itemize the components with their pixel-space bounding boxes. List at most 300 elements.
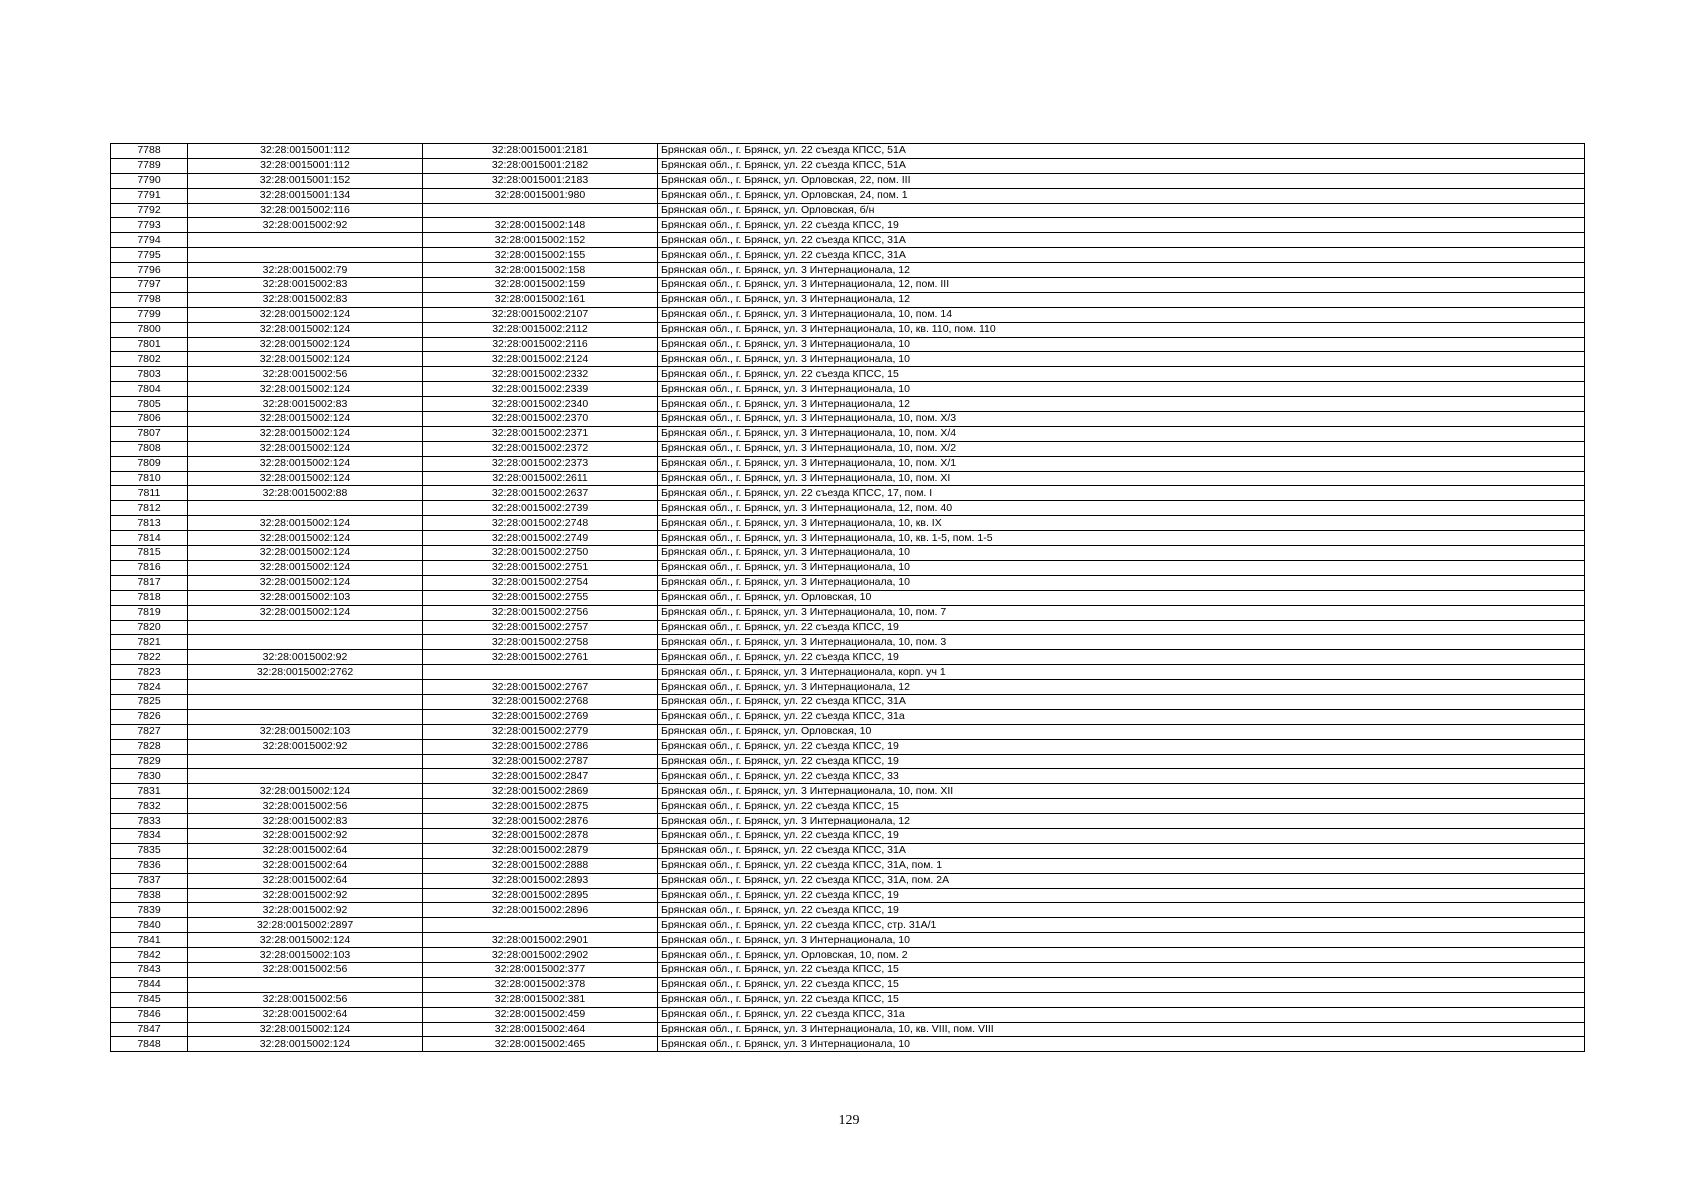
address-cell: Брянская обл., г. Брянск, ул. 3 Интернационала, 10, пом. Х/3 bbox=[658, 412, 1585, 427]
address-cell: Брянская обл., г. Брянск, ул. 22 съезда КПСС, 15 bbox=[658, 799, 1585, 814]
row-number-cell: 7826 bbox=[111, 709, 188, 724]
row-number-cell: 7789 bbox=[111, 158, 188, 173]
cadastral-number-cell: 32:28:0015002:2779 bbox=[423, 724, 658, 739]
address-cell: Брянская обл., г. Брянск, ул. 3 Интернационала, 10, пом. Х/2 bbox=[658, 441, 1585, 456]
row-number-cell: 7790 bbox=[111, 173, 188, 188]
table-row bbox=[111, 188, 1585, 203]
table-row bbox=[111, 486, 1585, 501]
row-number-cell: 7833 bbox=[111, 814, 188, 829]
row-number-cell: 7794 bbox=[111, 233, 188, 248]
parent-cadastral-number-cell: 32:28:0015002:92 bbox=[188, 650, 423, 665]
cadastral-number-cell: 32:28:0015002:2372 bbox=[423, 441, 658, 456]
parent-cadastral-number-cell bbox=[188, 248, 423, 263]
parent-cadastral-number-cell: 32:28:0015002:124 bbox=[188, 516, 423, 531]
row-number-cell: 7829 bbox=[111, 754, 188, 769]
table-row bbox=[111, 605, 1585, 620]
parent-cadastral-number-cell bbox=[188, 680, 423, 695]
parent-cadastral-number-cell: 32:28:0015002:124 bbox=[188, 307, 423, 322]
parent-cadastral-number-cell: 32:28:0015002:64 bbox=[188, 873, 423, 888]
row-number-cell: 7840 bbox=[111, 918, 188, 933]
address-cell: Брянская обл., г. Брянск, ул. 3 Интернационала, 12, пом. 40 bbox=[658, 501, 1585, 516]
cadastral-number-cell: 32:28:0015002:2787 bbox=[423, 754, 658, 769]
parent-cadastral-number-cell: 32:28:0015002:92 bbox=[188, 739, 423, 754]
row-number-cell: 7806 bbox=[111, 412, 188, 427]
row-number-cell: 7823 bbox=[111, 665, 188, 680]
table-row bbox=[111, 307, 1585, 322]
address-cell: Брянская обл., г. Брянск, ул. 3 Интернационала, 12 bbox=[658, 680, 1585, 695]
table-row bbox=[111, 888, 1585, 903]
cadastral-number-cell: 32:28:0015002:2373 bbox=[423, 456, 658, 471]
address-cell: Брянская обл., г. Брянск, ул. 22 съезда КПСС, 19 bbox=[658, 650, 1585, 665]
address-cell: Брянская обл., г. Брянск, ул. 3 Интернационала, корп. уч 1 bbox=[658, 665, 1585, 680]
row-number-cell: 7800 bbox=[111, 322, 188, 337]
row-number-cell: 7810 bbox=[111, 471, 188, 486]
parent-cadastral-number-cell: 32:28:0015002:124 bbox=[188, 531, 423, 546]
cadastral-number-cell: 32:28:0015002:2761 bbox=[423, 650, 658, 665]
cadastral-number-cell: 32:28:0015002:2869 bbox=[423, 784, 658, 799]
row-number-cell: 7803 bbox=[111, 367, 188, 382]
table-row bbox=[111, 531, 1585, 546]
table-row bbox=[111, 635, 1585, 650]
address-cell: Брянская обл., г. Брянск, ул. 22 съезда КПСС, 31А bbox=[658, 233, 1585, 248]
table-row bbox=[111, 769, 1585, 784]
parent-cadastral-number-cell: 32:28:0015002:124 bbox=[188, 412, 423, 427]
table-row bbox=[111, 948, 1585, 963]
cadastral-number-cell: 32:28:0015001:2183 bbox=[423, 173, 658, 188]
address-cell: Брянская обл., г. Брянск, ул. 22 съезда КПСС, 17, пом. I bbox=[658, 486, 1585, 501]
address-cell: Брянская обл., г. Брянск, ул. 3 Интернационала, 12 bbox=[658, 397, 1585, 412]
cadastral-number-cell: 32:28:0015002:2332 bbox=[423, 367, 658, 382]
address-cell: Брянская обл., г. Брянск, ул. 3 Интернационала, 10 bbox=[658, 933, 1585, 948]
row-number-cell: 7816 bbox=[111, 560, 188, 575]
parent-cadastral-number-cell bbox=[188, 977, 423, 992]
table-row bbox=[111, 680, 1585, 695]
parent-cadastral-number-cell: 32:28:0015001:134 bbox=[188, 188, 423, 203]
parent-cadastral-number-cell: 32:28:0015001:112 bbox=[188, 158, 423, 173]
parent-cadastral-number-cell bbox=[188, 769, 423, 784]
cadastral-number-cell: 32:28:0015002:2757 bbox=[423, 620, 658, 635]
address-cell: Брянская обл., г. Брянск, ул. 3 Интернационала, 10 bbox=[658, 382, 1585, 397]
address-cell: Брянская обл., г. Брянск, ул. 22 съезда КПСС, 51А bbox=[658, 144, 1585, 159]
row-number-cell: 7799 bbox=[111, 307, 188, 322]
address-cell: Брянская обл., г. Брянск, ул. 22 съезда КПСС, 19 bbox=[658, 620, 1585, 635]
table-row bbox=[111, 709, 1585, 724]
cadastral-number-cell: 32:28:0015002:2371 bbox=[423, 426, 658, 441]
table-row bbox=[111, 173, 1585, 188]
cadastral-table bbox=[110, 143, 1585, 1052]
address-cell: Брянская обл., г. Брянск, ул. 22 съезда КПСС, 31А bbox=[658, 248, 1585, 263]
cadastral-number-cell: 32:28:0015002:2107 bbox=[423, 307, 658, 322]
table-row bbox=[111, 903, 1585, 918]
cadastral-number-cell: 32:28:0015002:161 bbox=[423, 292, 658, 307]
address-cell: Брянская обл., г. Брянск, ул. 3 Интернационала, 10, пом. Х/4 bbox=[658, 426, 1585, 441]
table-row bbox=[111, 843, 1585, 858]
address-cell: Брянская обл., г. Брянск, ул. 3 Интернационала, 12 bbox=[658, 263, 1585, 278]
parent-cadastral-number-cell: 32:28:0015002:124 bbox=[188, 352, 423, 367]
row-number-cell: 7832 bbox=[111, 799, 188, 814]
table-row bbox=[111, 560, 1585, 575]
parent-cadastral-number-cell bbox=[188, 620, 423, 635]
table-row bbox=[111, 441, 1585, 456]
table-row bbox=[111, 471, 1585, 486]
row-number-cell: 7830 bbox=[111, 769, 188, 784]
table-row bbox=[111, 1007, 1585, 1022]
parent-cadastral-number-cell: 32:28:0015002:124 bbox=[188, 471, 423, 486]
row-number-cell: 7817 bbox=[111, 575, 188, 590]
table-row bbox=[111, 397, 1585, 412]
address-cell: Брянская обл., г. Брянск, ул. 3 Интернационала, 10, кв. 110, пом. 110 bbox=[658, 322, 1585, 337]
row-number-cell: 7846 bbox=[111, 1007, 188, 1022]
row-number-cell: 7801 bbox=[111, 337, 188, 352]
cadastral-number-cell: 32:28:0015002:152 bbox=[423, 233, 658, 248]
parent-cadastral-number-cell: 32:28:0015002:64 bbox=[188, 858, 423, 873]
parent-cadastral-number-cell bbox=[188, 709, 423, 724]
parent-cadastral-number-cell: 32:28:0015002:103 bbox=[188, 724, 423, 739]
cadastral-number-cell: 32:28:0015002:2786 bbox=[423, 739, 658, 754]
table-row bbox=[111, 992, 1585, 1007]
row-number-cell: 7813 bbox=[111, 516, 188, 531]
row-number-cell: 7812 bbox=[111, 501, 188, 516]
parent-cadastral-number-cell: 32:28:0015002:124 bbox=[188, 575, 423, 590]
table-row bbox=[111, 1037, 1585, 1052]
cadastral-number-cell: 32:28:0015002:2755 bbox=[423, 590, 658, 605]
table-row bbox=[111, 203, 1585, 218]
row-number-cell: 7797 bbox=[111, 278, 188, 293]
cadastral-number-cell: 32:28:0015002:2339 bbox=[423, 382, 658, 397]
address-cell: Брянская обл., г. Брянск, ул. 3 Интернационала, 10 bbox=[658, 560, 1585, 575]
row-number-cell: 7834 bbox=[111, 828, 188, 843]
table-row bbox=[111, 546, 1585, 561]
parent-cadastral-number-cell: 32:28:0015002:92 bbox=[188, 218, 423, 233]
row-number-cell: 7842 bbox=[111, 948, 188, 963]
row-number-cell: 7805 bbox=[111, 397, 188, 412]
table-row bbox=[111, 784, 1585, 799]
row-number-cell: 7802 bbox=[111, 352, 188, 367]
row-number-cell: 7828 bbox=[111, 739, 188, 754]
row-number-cell: 7815 bbox=[111, 546, 188, 561]
cadastral-number-cell: 32:28:0015002:381 bbox=[423, 992, 658, 1007]
row-number-cell: 7843 bbox=[111, 962, 188, 977]
cadastral-number-cell: 32:28:0015002:2751 bbox=[423, 560, 658, 575]
table-row bbox=[111, 977, 1585, 992]
parent-cadastral-number-cell: 32:28:0015002:83 bbox=[188, 814, 423, 829]
parent-cadastral-number-cell: 32:28:0015002:56 bbox=[188, 367, 423, 382]
address-cell: Брянская обл., г. Брянск, ул. 3 Интернационала, 10, пом. 14 bbox=[658, 307, 1585, 322]
row-number-cell: 7792 bbox=[111, 203, 188, 218]
address-cell: Брянская обл., г. Брянск, ул. 3 Интернационала, 10, пом. Х/1 bbox=[658, 456, 1585, 471]
parent-cadastral-number-cell: 32:28:0015002:103 bbox=[188, 590, 423, 605]
address-cell: Брянская обл., г. Брянск, ул. Орловская, 10 bbox=[658, 590, 1585, 605]
address-cell: Брянская обл., г. Брянск, ул. 3 Интернационала, 12 bbox=[658, 814, 1585, 829]
parent-cadastral-number-cell: 32:28:0015002:92 bbox=[188, 888, 423, 903]
table-row bbox=[111, 218, 1585, 233]
parent-cadastral-number-cell: 32:28:0015002:124 bbox=[188, 1022, 423, 1037]
cadastral-number-cell: 32:28:0015001:2182 bbox=[423, 158, 658, 173]
table-row bbox=[111, 278, 1585, 293]
table-body bbox=[111, 144, 1585, 1052]
address-cell: Брянская обл., г. Брянск, ул. 3 Интернационала, 10, кв. IX bbox=[658, 516, 1585, 531]
cadastral-number-cell: 32:28:0015002:2768 bbox=[423, 694, 658, 709]
cadastral-number-cell: 32:28:0015002:2124 bbox=[423, 352, 658, 367]
address-cell: Брянская обл., г. Брянск, ул. 22 съезда КПСС, 15 bbox=[658, 962, 1585, 977]
address-cell: Брянская обл., г. Брянск, ул. Орловская, б/н bbox=[658, 203, 1585, 218]
address-cell: Брянская обл., г. Брянск, ул. 3 Интернационала, 10, кв. 1-5, пом. 1-5 bbox=[658, 531, 1585, 546]
table-row bbox=[111, 412, 1585, 427]
row-number-cell: 7820 bbox=[111, 620, 188, 635]
table-row bbox=[111, 575, 1585, 590]
parent-cadastral-number-cell: 32:28:0015002:83 bbox=[188, 292, 423, 307]
cadastral-number-cell: 32:28:0015002:2878 bbox=[423, 828, 658, 843]
table-row bbox=[111, 858, 1585, 873]
parent-cadastral-number-cell: 32:28:0015002:124 bbox=[188, 426, 423, 441]
cadastral-number-cell: 32:28:0015002:377 bbox=[423, 962, 658, 977]
cadastral-number-cell: 32:28:0015002:2902 bbox=[423, 948, 658, 963]
address-cell: Брянская обл., г. Брянск, ул. 3 Интернационала, 10 bbox=[658, 1037, 1585, 1052]
address-cell: Брянская обл., г. Брянск, ул. Орловская, 10 bbox=[658, 724, 1585, 739]
table-row bbox=[111, 501, 1585, 516]
cadastral-number-cell: 32:28:0015002:2879 bbox=[423, 843, 658, 858]
parent-cadastral-number-cell bbox=[188, 233, 423, 248]
cadastral-number-cell: 32:28:0015002:2901 bbox=[423, 933, 658, 948]
table-row bbox=[111, 367, 1585, 382]
parent-cadastral-number-cell: 32:28:0015002:124 bbox=[188, 382, 423, 397]
parent-cadastral-number-cell bbox=[188, 635, 423, 650]
table-row bbox=[111, 158, 1585, 173]
row-number-cell: 7837 bbox=[111, 873, 188, 888]
address-cell: Брянская обл., г. Брянск, ул. 3 Интернационала, 10, пом. XII bbox=[658, 784, 1585, 799]
row-number-cell: 7791 bbox=[111, 188, 188, 203]
cadastral-number-cell: 32:28:0015002:155 bbox=[423, 248, 658, 263]
cadastral-number-cell: 32:28:0015002:2750 bbox=[423, 546, 658, 561]
address-cell: Брянская обл., г. Брянск, ул. 3 Интернационала, 10, пом. 7 bbox=[658, 605, 1585, 620]
table-row bbox=[111, 814, 1585, 829]
address-cell: Брянская обл., г. Брянск, ул. 22 съезда КПСС, 15 bbox=[658, 992, 1585, 1007]
parent-cadastral-number-cell: 32:28:0015002:92 bbox=[188, 903, 423, 918]
address-cell: Брянская обл., г. Брянск, ул. 3 Интернационала, 10 bbox=[658, 575, 1585, 590]
address-cell: Брянская обл., г. Брянск, ул. Орловская, 24, пом. 1 bbox=[658, 188, 1585, 203]
table-row bbox=[111, 426, 1585, 441]
row-number-cell: 7839 bbox=[111, 903, 188, 918]
parent-cadastral-number-cell: 32:28:0015002:124 bbox=[188, 337, 423, 352]
address-cell: Брянская обл., г. Брянск, ул. 3 Интернационала, 12, пом. III bbox=[658, 278, 1585, 293]
row-number-cell: 7831 bbox=[111, 784, 188, 799]
parent-cadastral-number-cell: 32:28:0015002:124 bbox=[188, 456, 423, 471]
address-cell: Брянская обл., г. Брянск, ул. 22 съезда КПСС, 19 bbox=[658, 754, 1585, 769]
table-row bbox=[111, 665, 1585, 680]
table-row bbox=[111, 650, 1585, 665]
row-number-cell: 7841 bbox=[111, 933, 188, 948]
parent-cadastral-number-cell: 32:28:0015002:88 bbox=[188, 486, 423, 501]
row-number-cell: 7793 bbox=[111, 218, 188, 233]
row-number-cell: 7847 bbox=[111, 1022, 188, 1037]
cadastral-number-cell: 32:28:0015002:2754 bbox=[423, 575, 658, 590]
cadastral-number-cell: 32:28:0015002:465 bbox=[423, 1037, 658, 1052]
cadastral-number-cell: 32:28:0015002:2758 bbox=[423, 635, 658, 650]
table-row bbox=[111, 382, 1585, 397]
address-cell: Брянская обл., г. Брянск, ул. Орловская, 22, пом. III bbox=[658, 173, 1585, 188]
address-cell: Брянская обл., г. Брянск, ул. 22 съезда КПСС, 31А bbox=[658, 843, 1585, 858]
address-cell: Брянская обл., г. Брянск, ул. 22 съезда КПСС, 31А, пом. 2А bbox=[658, 873, 1585, 888]
address-cell: Брянская обл., г. Брянск, ул. 22 съезда КПСС, 51А bbox=[658, 158, 1585, 173]
row-number-cell: 7804 bbox=[111, 382, 188, 397]
cadastral-number-cell: 32:28:0015002:2767 bbox=[423, 680, 658, 695]
address-cell: Брянская обл., г. Брянск, ул. 22 съезда КПСС, 19 bbox=[658, 739, 1585, 754]
address-cell: Брянская обл., г. Брянск, ул. 22 съезда КПСС, 31а bbox=[658, 1007, 1585, 1022]
page-number: 129 bbox=[838, 1113, 860, 1128]
parent-cadastral-number-cell: 32:28:0015002:124 bbox=[188, 441, 423, 456]
parent-cadastral-number-cell: 32:28:0015002:103 bbox=[188, 948, 423, 963]
cadastral-number-cell: 32:28:0015002:464 bbox=[423, 1022, 658, 1037]
address-cell: Брянская обл., г. Брянск, ул. 22 съезда КПСС, 31а bbox=[658, 709, 1585, 724]
row-number-cell: 7807 bbox=[111, 426, 188, 441]
parent-cadastral-number-cell: 32:28:0015002:83 bbox=[188, 278, 423, 293]
table-row bbox=[111, 263, 1585, 278]
parent-cadastral-number-cell: 32:28:0015002:124 bbox=[188, 933, 423, 948]
parent-cadastral-number-cell: 32:28:0015002:124 bbox=[188, 784, 423, 799]
cadastral-number-cell: 32:28:0015002:2888 bbox=[423, 858, 658, 873]
address-cell: Брянская обл., г. Брянск, ул. 22 съезда КПСС, 15 bbox=[658, 367, 1585, 382]
cadastral-number-cell: 32:28:0015002:2749 bbox=[423, 531, 658, 546]
parent-cadastral-number-cell: 32:28:0015002:64 bbox=[188, 843, 423, 858]
table-row bbox=[111, 516, 1585, 531]
row-number-cell: 7819 bbox=[111, 605, 188, 620]
cadastral-number-cell: 32:28:0015002:158 bbox=[423, 263, 658, 278]
table-row bbox=[111, 233, 1585, 248]
cadastral-number-cell: 32:28:0015001:980 bbox=[423, 188, 658, 203]
cadastral-number-cell: 32:28:0015001:2181 bbox=[423, 144, 658, 159]
address-cell: Брянская обл., г. Брянск, ул. 22 съезда КПСС, 33 bbox=[658, 769, 1585, 784]
row-number-cell: 7844 bbox=[111, 977, 188, 992]
cadastral-number-cell: 32:28:0015002:148 bbox=[423, 218, 658, 233]
address-cell: Брянская обл., г. Брянск, ул. 3 Интернационала, 12 bbox=[658, 292, 1585, 307]
parent-cadastral-number-cell: 32:28:0015002:56 bbox=[188, 799, 423, 814]
cadastral-number-cell: 32:28:0015002:2769 bbox=[423, 709, 658, 724]
cadastral-number-cell: 32:28:0015002:2875 bbox=[423, 799, 658, 814]
address-cell: Брянская обл., г. Брянск, ул. 22 съезда КПСС, 31А bbox=[658, 694, 1585, 709]
address-cell: Брянская обл., г. Брянск, ул. 22 съезда КПСС, стр. 31А/1 bbox=[658, 918, 1585, 933]
parent-cadastral-number-cell: 32:28:0015002:2762 bbox=[188, 665, 423, 680]
address-cell: Брянская обл., г. Брянск, ул. 3 Интернационала, 10, пом. XI bbox=[658, 471, 1585, 486]
parent-cadastral-number-cell: 32:28:0015002:124 bbox=[188, 322, 423, 337]
cadastral-number-cell: 32:28:0015002:2370 bbox=[423, 412, 658, 427]
parent-cadastral-number-cell: 32:28:0015002:124 bbox=[188, 605, 423, 620]
parent-cadastral-number-cell: 32:28:0015002:116 bbox=[188, 203, 423, 218]
row-number-cell: 7809 bbox=[111, 456, 188, 471]
row-number-cell: 7788 bbox=[111, 144, 188, 159]
table-row bbox=[111, 694, 1585, 709]
address-cell: Брянская обл., г. Брянск, ул. 3 Интернационала, 10 bbox=[658, 352, 1585, 367]
table-row bbox=[111, 322, 1585, 337]
table-row bbox=[111, 1022, 1585, 1037]
parent-cadastral-number-cell: 32:28:0015002:83 bbox=[188, 397, 423, 412]
parent-cadastral-number-cell: 32:28:0015002:56 bbox=[188, 992, 423, 1007]
cadastral-number-cell: 32:28:0015002:2895 bbox=[423, 888, 658, 903]
row-number-cell: 7824 bbox=[111, 680, 188, 695]
row-number-cell: 7827 bbox=[111, 724, 188, 739]
parent-cadastral-number-cell: 32:28:0015001:112 bbox=[188, 144, 423, 159]
cadastral-number-cell: 32:28:0015002:2611 bbox=[423, 471, 658, 486]
parent-cadastral-number-cell: 32:28:0015002:2897 bbox=[188, 918, 423, 933]
cadastral-number-cell: 32:28:0015002:2637 bbox=[423, 486, 658, 501]
table-row bbox=[111, 292, 1585, 307]
parent-cadastral-number-cell bbox=[188, 754, 423, 769]
row-number-cell: 7835 bbox=[111, 843, 188, 858]
address-cell: Брянская обл., г. Брянск, ул. 22 съезда КПСС, 31А, пом. 1 bbox=[658, 858, 1585, 873]
parent-cadastral-number-cell bbox=[188, 501, 423, 516]
address-cell: Брянская обл., г. Брянск, ул. Орловская, 10, пом. 2 bbox=[658, 948, 1585, 963]
parent-cadastral-number-cell: 32:28:0015002:124 bbox=[188, 560, 423, 575]
address-cell: Брянская обл., г. Брянск, ул. 3 Интернационала, 10 bbox=[658, 546, 1585, 561]
row-number-cell: 7811 bbox=[111, 486, 188, 501]
address-cell: Брянская обл., г. Брянск, ул. 22 съезда КПСС, 15 bbox=[658, 977, 1585, 992]
document-table-container bbox=[110, 143, 1584, 1052]
cadastral-number-cell: 32:28:0015002:2340 bbox=[423, 397, 658, 412]
row-number-cell: 7845 bbox=[111, 992, 188, 1007]
address-cell: Брянская обл., г. Брянск, ул. 22 съезда КПСС, 19 bbox=[658, 888, 1585, 903]
table-row bbox=[111, 962, 1585, 977]
cadastral-number-cell bbox=[423, 918, 658, 933]
table-row bbox=[111, 144, 1585, 159]
cadastral-number-cell: 32:28:0015002:2876 bbox=[423, 814, 658, 829]
cadastral-number-cell: 32:28:0015002:2739 bbox=[423, 501, 658, 516]
parent-cadastral-number-cell: 32:28:0015002:124 bbox=[188, 546, 423, 561]
row-number-cell: 7796 bbox=[111, 263, 188, 278]
table-row bbox=[111, 933, 1585, 948]
table-row bbox=[111, 873, 1585, 888]
address-cell: Брянская обл., г. Брянск, ул. 22 съезда КПСС, 19 bbox=[658, 903, 1585, 918]
table-row bbox=[111, 799, 1585, 814]
cadastral-number-cell: 32:28:0015002:2847 bbox=[423, 769, 658, 784]
address-cell: Брянская обл., г. Брянск, ул. 3 Интернационала, 10, пом. 3 bbox=[658, 635, 1585, 650]
table-row bbox=[111, 352, 1585, 367]
cadastral-number-cell bbox=[423, 203, 658, 218]
cadastral-number-cell: 32:28:0015002:2116 bbox=[423, 337, 658, 352]
table-row bbox=[111, 620, 1585, 635]
table-row bbox=[111, 918, 1585, 933]
row-number-cell: 7838 bbox=[111, 888, 188, 903]
row-number-cell: 7808 bbox=[111, 441, 188, 456]
row-number-cell: 7836 bbox=[111, 858, 188, 873]
parent-cadastral-number-cell: 32:28:0015002:79 bbox=[188, 263, 423, 278]
parent-cadastral-number-cell: 32:28:0015002:64 bbox=[188, 1007, 423, 1022]
address-cell: Брянская обл., г. Брянск, ул. 22 съезда КПСС, 19 bbox=[658, 828, 1585, 843]
address-cell: Брянская обл., г. Брянск, ул. 22 съезда КПСС, 19 bbox=[658, 218, 1585, 233]
address-cell: Брянская обл., г. Брянск, ул. 3 Интернационала, 10 bbox=[658, 337, 1585, 352]
cadastral-number-cell: 32:28:0015002:378 bbox=[423, 977, 658, 992]
row-number-cell: 7848 bbox=[111, 1037, 188, 1052]
parent-cadastral-number-cell: 32:28:0015002:92 bbox=[188, 828, 423, 843]
row-number-cell: 7795 bbox=[111, 248, 188, 263]
cadastral-number-cell: 32:28:0015002:2896 bbox=[423, 903, 658, 918]
row-number-cell: 7798 bbox=[111, 292, 188, 307]
parent-cadastral-number-cell: 32:28:0015001:152 bbox=[188, 173, 423, 188]
table-row bbox=[111, 724, 1585, 739]
table-row bbox=[111, 248, 1585, 263]
row-number-cell: 7818 bbox=[111, 590, 188, 605]
row-number-cell: 7825 bbox=[111, 694, 188, 709]
table-row bbox=[111, 456, 1585, 471]
parent-cadastral-number-cell bbox=[188, 694, 423, 709]
cadastral-number-cell: 32:28:0015002:159 bbox=[423, 278, 658, 293]
table-row bbox=[111, 739, 1585, 754]
table-row bbox=[111, 337, 1585, 352]
row-number-cell: 7822 bbox=[111, 650, 188, 665]
cadastral-number-cell: 32:28:0015002:459 bbox=[423, 1007, 658, 1022]
parent-cadastral-number-cell: 32:28:0015002:56 bbox=[188, 962, 423, 977]
cadastral-number-cell bbox=[423, 665, 658, 680]
cadastral-number-cell: 32:28:0015002:2756 bbox=[423, 605, 658, 620]
cadastral-number-cell: 32:28:0015002:2112 bbox=[423, 322, 658, 337]
